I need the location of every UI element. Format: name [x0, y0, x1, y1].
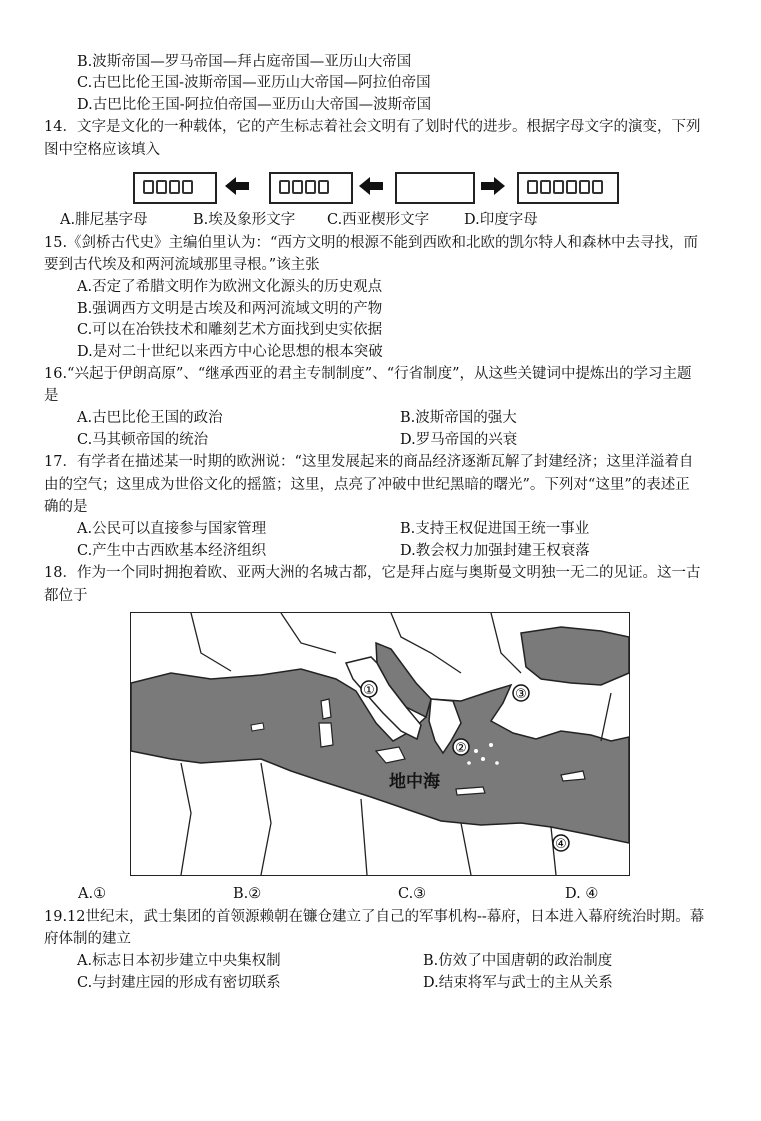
q15-option-d: D.是对二十世纪以来西方中心论思想的根本突破	[77, 344, 383, 360]
q16-option-a: A.古巴比伦王国的政治	[77, 410, 223, 426]
q16-stem-line-1: 16.“兴起于伊朗高原”、“继承西亚的君主专制制度”、“行省制度”，从这些关键词中提炼出的学习主题	[44, 366, 692, 382]
script-evolution-diagram	[133, 170, 623, 206]
q17-option-b: B.支持王权促进国王统一事业	[400, 521, 590, 537]
map-sea-label: 地中海	[389, 772, 440, 792]
q14-option-a: A.腓尼基字母	[60, 212, 148, 228]
q17-stem-line-3: 确的是	[44, 499, 88, 515]
script-box-later	[517, 172, 619, 204]
q13-option-b: B.波斯帝国—罗马帝国—拜占庭帝国—亚历山大帝国	[77, 54, 412, 70]
q15-option-a: A.否定了希腊文明作为欧洲文化源头的历史观点	[77, 279, 383, 295]
q17-option-a: A.公民可以直接参与国家管理	[77, 521, 267, 537]
map-marker-3: ③	[515, 687, 527, 702]
map-marker-4: ④	[555, 837, 567, 852]
q18-option-c: C.③	[398, 886, 427, 902]
q17-option-c: C.产生中古西欧基本经济组织	[77, 543, 267, 559]
q14-stem-line-1: 14．文字是文化的一种载体，它的产生标志着社会文明有了划时代的进步。根据字母文字的演变，下列	[44, 119, 701, 135]
q18-option-d: D. ④	[565, 886, 599, 902]
q16-option-c: C.马其顿帝国的统治	[77, 432, 209, 448]
map-marker-1: ①	[363, 683, 375, 698]
arrow-left-icon	[225, 176, 249, 196]
q13-option-c: C.古巴比伦王国-波斯帝国—亚历山大帝国—阿拉伯帝国	[77, 75, 431, 91]
q15-option-c: C.可以在冶铁技术和雕刻艺术方面找到史实依据	[77, 322, 383, 338]
map-drawing	[131, 613, 629, 875]
blank-answer-box	[395, 172, 475, 204]
arrow-right-icon	[481, 176, 505, 196]
q14-option-c: C.西亚楔形文字	[327, 212, 430, 228]
q15-stem-line-1: 15.《剑桥古代史》主编伯里认为：“西方文明的根源不能到西欧和北欧的凯尔特人和森林中去寻找，而	[44, 235, 698, 251]
q14-option-b: B.埃及象形文字	[193, 212, 296, 228]
q16-option-b: B.波斯帝国的强大	[400, 410, 517, 426]
q18-stem-line-2: 都位于	[44, 588, 88, 604]
map-marker-2: ②	[455, 741, 467, 756]
q17-stem-line-1: 17．有学者在描述某一时期的欧洲说：“这里发展起来的商品经济逐渐瓦解了封建经济；这里洋溢着自	[44, 454, 694, 470]
q18-stem-line-1: 18．作为一个同时拥抱着欧、亚两大洲的名城古都，它是拜占庭与奥斯曼文明独一无二的见证。这一古	[44, 565, 701, 581]
script-box-result	[133, 172, 217, 204]
q19-option-c: C.与封建庄园的形成有密切联系	[77, 975, 281, 991]
q15-option-b: B.强调西方文明是古埃及和两河流域文明的产物	[77, 301, 383, 317]
q18-option-a: A.①	[78, 886, 107, 902]
q19-stem-line-2: 府体制的建立	[44, 931, 131, 947]
q14-option-d: D.印度字母	[464, 212, 538, 228]
q19-option-d: D.结束将军与武士的主从关系	[423, 975, 613, 991]
script-box-middle	[269, 172, 353, 204]
q16-stem-line-2: 是	[44, 388, 59, 404]
q13-option-d: D.古巴比伦王国-阿拉伯帝国—亚历山大帝国—波斯帝国	[77, 97, 432, 113]
q16-option-d: D.罗马帝国的兴衰	[400, 432, 518, 448]
q19-option-a: A.标志日本初步建立中央集权制	[77, 953, 281, 969]
q18-option-b: B.②	[233, 886, 262, 902]
q17-stem-line-2: 由的空气；这里成为世俗文化的摇篮；这里，点亮了冲破中世纪黑暗的曙光”。下列对“这里”的表述正	[44, 477, 690, 493]
q14-stem-line-2: 图中空格应该填入	[44, 142, 160, 158]
q17-option-d: D.教会权力加强封建王权衰落	[400, 543, 590, 559]
mediterranean-map	[130, 612, 630, 876]
arrow-left-icon	[359, 176, 383, 196]
q15-stem-line-2: 要到古代埃及和两河流域那里寻根。”该主张	[44, 257, 320, 273]
q19-option-b: B.仿效了中国唐朝的政治制度	[423, 953, 613, 969]
q19-stem-line-1: 19.12世纪末，武士集团的首领源赖朝在镰仓建立了自己的军事机构--幕府，日本进入幕府统治时期。幕	[44, 909, 705, 925]
